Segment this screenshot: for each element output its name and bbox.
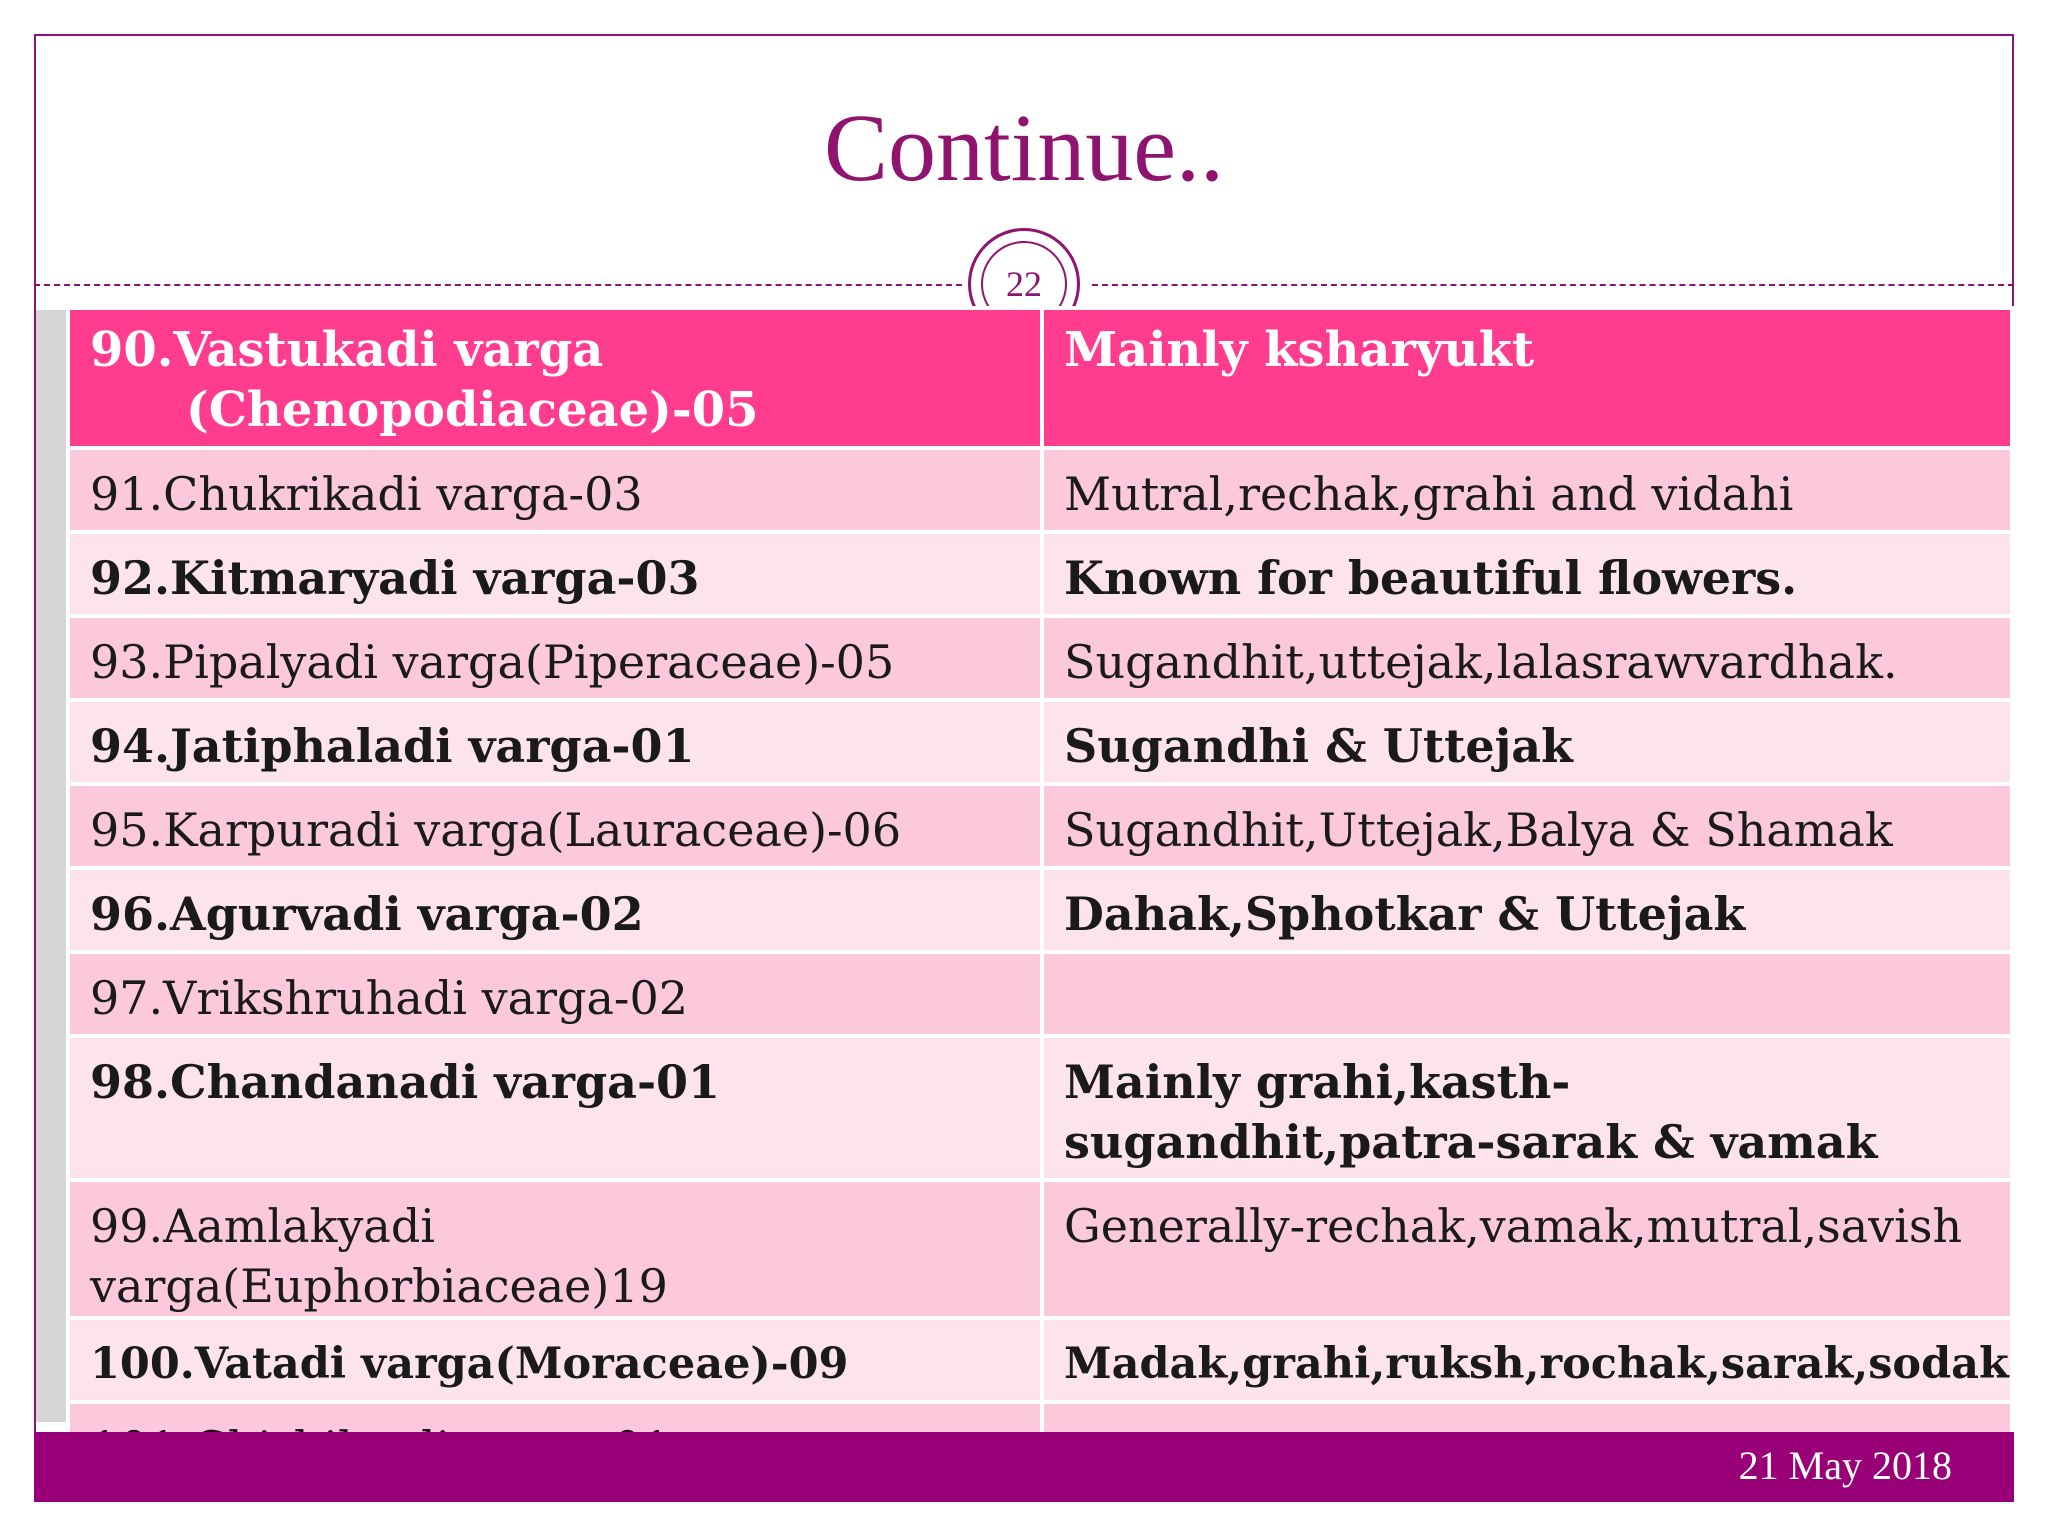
table-side-bar [36, 310, 68, 1422]
row-property [1042, 952, 2012, 1036]
table-header-row [68, 308, 2012, 448]
row-varga: 93.Pipalyadi varga(Piperaceae)-05 [68, 616, 1042, 700]
row-property: Known for beautiful flowers. [1042, 532, 2012, 616]
row-varga: 98.Chandanadi varga-01 [68, 1036, 1042, 1180]
table-row [68, 784, 2012, 868]
row-varga: 94.Jatiphaladi varga-01 [68, 700, 1042, 784]
table-row [68, 952, 2012, 1036]
title-divider-left [34, 284, 962, 286]
row-property: Madak,grahi,ruksh,rochak,sarak,sodak [1042, 1318, 2012, 1402]
row-property: Mutral,rechak,grahi and vidahi [1042, 448, 2012, 532]
row-property: Mainly grahi,kasth-sugandhit,patra-sarak & vamak [1042, 1036, 2012, 1180]
row-varga: 91.Chukrikadi varga-03 [68, 448, 1042, 532]
table-row [68, 1036, 2012, 1180]
row-varga: 92.Kitmaryadi varga-03 [68, 532, 1042, 616]
table-row [68, 448, 2012, 532]
table-row [68, 532, 2012, 616]
row-property: Generally-rechak,vamak,mutral,savish [1042, 1180, 2012, 1318]
slide-number: 22 [981, 241, 1067, 327]
row-property: Dahak,Sphotkar & Uttejak [1042, 868, 2012, 952]
row-varga: 100.Vatadi varga(Moraceae)-09 [68, 1318, 1042, 1402]
header-varga-line2: (Chenopodiaceae)-05 [186, 382, 759, 438]
table-row [68, 700, 2012, 784]
slide-title: Continue.. [824, 94, 1224, 201]
row-property: Sugandhit,uttejak,lalasrawvardhak. [1042, 616, 2012, 700]
row-varga: 97.Vrikshruhadi varga-02 [68, 952, 1042, 1036]
table-row [68, 616, 2012, 700]
row-varga: 99.Aamlakyadi varga(Euphorbiaceae)19 [68, 1180, 1042, 1318]
table-row [68, 1180, 2012, 1318]
row-property: Sugandhit,Uttejak,Balya & Shamak [1042, 784, 2012, 868]
row-varga: 96.Agurvadi varga-02 [68, 868, 1042, 952]
header-cell-varga [68, 308, 1042, 448]
header-varga-line1: 90.Vastukadi varga [90, 322, 604, 378]
table-row [68, 868, 2012, 952]
varga-table [66, 306, 2014, 1490]
header-cell-property: Mainly ksharyukt [1042, 308, 2012, 448]
table-row [68, 1318, 2012, 1402]
row-property: Sugandhi & Uttejak [1042, 700, 2012, 784]
title-divider-right [1092, 284, 2014, 286]
row-varga: 95.Karpuradi varga(Lauraceae)-06 [68, 784, 1042, 868]
slide-date: 21 May 2018 [1738, 1443, 1952, 1488]
footer-bar [34, 1432, 2014, 1502]
